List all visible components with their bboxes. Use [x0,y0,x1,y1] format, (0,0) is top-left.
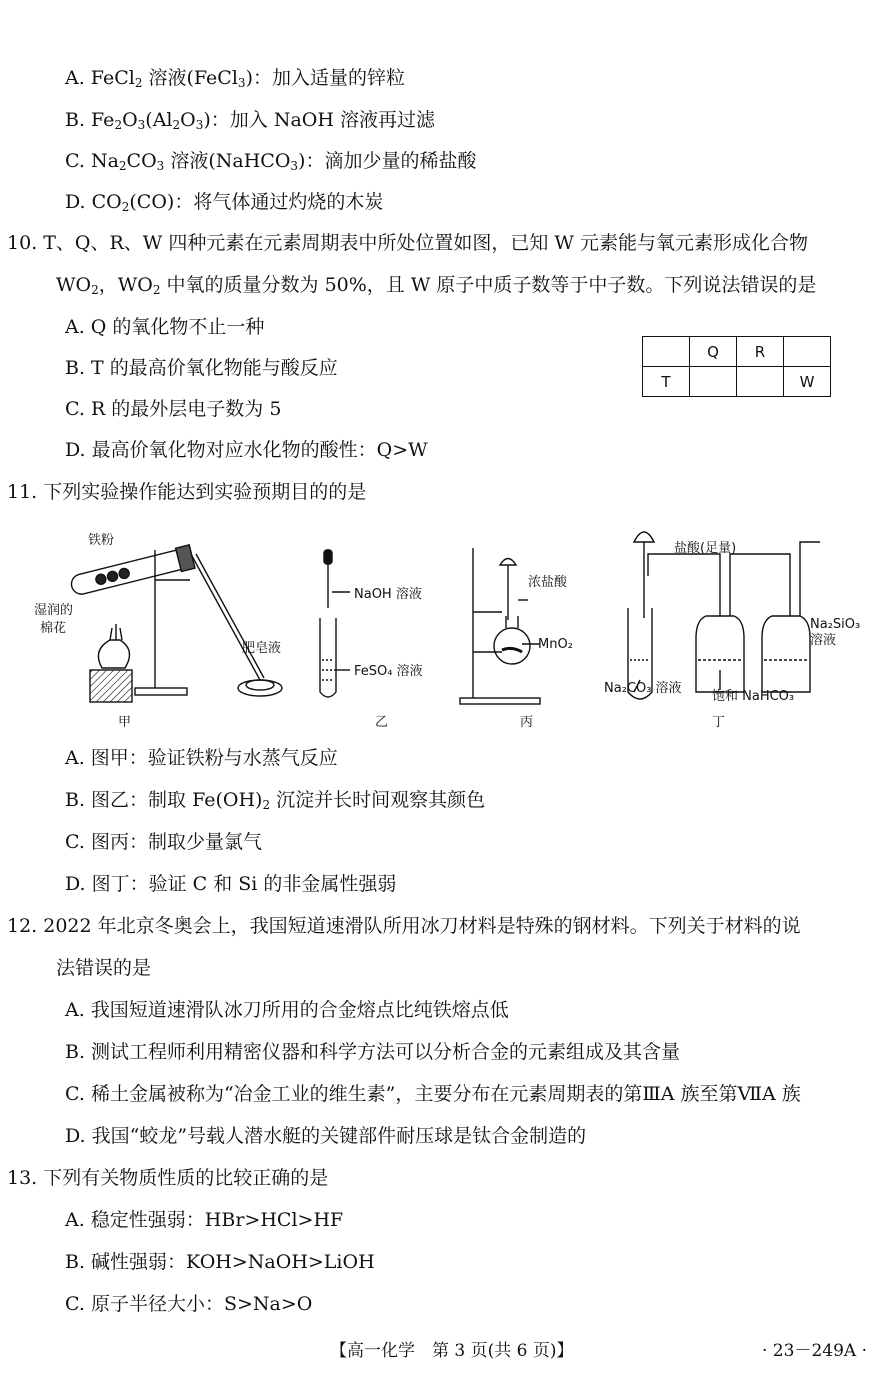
q10-text: WO [56,274,92,296]
label-mno2: MnO₂ [538,637,573,652]
q9a-text: )：加入适量的锌粒 [245,67,405,89]
q10-stem-line1: 10. T、Q、R、W 四种元素在元素周期表中所处位置如图，已知 W 元素能与氧元素形成化合物 [7,232,808,254]
q9-option-c [65,149,476,173]
q10-option-a: A. Q 的氧化物不止一种 [65,316,265,338]
q10-stem-line2 [56,273,816,297]
q9c-text: 溶液(NaHCO [164,150,291,172]
apparatus-yi [320,550,350,697]
q9b-text: O [122,109,138,131]
label-iron-powder: 铁粉 [88,533,115,548]
q12-option-b: B. 测试工程师利用精密仪器和科学方法可以分析合金的元素组成及其含量 [65,1041,681,1063]
q10-text: 中氧的质量分数为 50%，且 W 原子中质子数等于中子数。下列说法错误的是 [160,274,817,296]
q9d-sub: 2 [121,200,130,214]
q13-option-a: A. 稳定性强弱：HBr>HCl>HF [65,1209,344,1231]
label-feso4: FeSO₄ 溶液 [354,664,423,679]
q12-option-d: D. 我国“蛟龙”号载人潜水艇的关键部件耐压球是钛合金制造的 [65,1125,587,1147]
label-na2co3: Na₂CO₃ 溶液 [604,681,682,696]
caption-bing: 丙 [520,715,534,730]
q13-option-b: B. 碱性强弱：KOH>NaOH>LiOH [65,1251,375,1273]
q11-option-c: C. 图丙：制取少量氯气 [65,831,262,853]
q10-text: ，WO [98,274,153,296]
q10-option-b: B. T 的最高价氧化物能与酸反应 [65,357,338,379]
q9c-text: C. Na [65,150,119,172]
q9c-text: )：滴加少量的稀盐酸 [298,150,477,172]
table-cell [784,337,831,367]
q9b-sub: 3 [137,118,146,132]
q9c-sub: 3 [290,159,299,173]
label-wet-cotton-2: 棉花 [40,621,67,636]
q9b-sub: 2 [172,118,181,132]
label-na2sio3-2: 溶液 [810,633,837,648]
q10-sub: 2 [91,283,99,297]
q11b-text: 沉淀并长时间观察其颜色 [270,789,486,811]
q9-option-a [65,66,405,90]
q13-option-c: C. 原子半径大小：S>Na>O [65,1293,313,1315]
q9-option-d [65,190,383,214]
label-conc-hcl: 浓盐酸 [528,575,568,590]
apparatus-ding [628,532,820,699]
footer-page-info: 【高一化学 第 3 页(共 6 页)】 [330,1341,574,1361]
q10-sub: 2 [152,283,161,297]
q11-stem: 11. 下列实验操作能达到实验预期目的的是 [7,481,367,503]
label-nahco3: 饱和 NaHCO₃ [712,689,795,704]
caption-yi: 乙 [375,715,389,730]
q9c-sub: 3 [156,159,165,173]
table-cell [737,367,784,397]
q9a-sub: 2 [134,76,143,90]
q9a-sub: 3 [237,76,246,90]
experiment-apparatus-figure [30,520,870,735]
q11b-text: B. 图乙：制取 Fe(OH) [65,789,263,811]
q9c-text: CO [126,150,157,172]
caption-jia: 甲 [118,715,132,730]
q9b-text: B. Fe [65,109,115,131]
q13-stem: 13. 下列有关物质性质的比较正确的是 [7,1167,329,1189]
q12-option-c: C. 稀土金属被称为“冶金工业的维生素”，主要分布在元素周期表的第ⅢA 族至第ⅦA 族 [65,1083,801,1105]
q9b-sub: 2 [114,118,123,132]
q9b-text: (Al [145,109,173,131]
q11-option-b [65,788,485,812]
q9a-text: 溶液(FeCl [142,67,238,89]
table-cell: Q [690,337,737,367]
table-cell [690,367,737,397]
q9a-text: A. FeCl [65,67,135,89]
q9d-text: D. CO [65,191,122,213]
q9-option-b [65,108,435,132]
q9d-text: (CO)：将气体通过灼烧的木炭 [129,191,384,213]
q9b-sub: 3 [195,118,204,132]
table-cell: R [737,337,784,367]
q12-stem-line1: 12. 2022 年北京冬奥会上，我国短道速滑队所用冰刀材料是特殊的钢材料。下列关于材料的说 [7,915,801,937]
table-cell: W [784,367,831,397]
label-hcl-excess: 盐酸(足量) [674,541,737,556]
apparatus-bing [460,548,540,704]
label-naoh: NaOH 溶液 [354,587,422,602]
label-soap: 肥皂液 [242,641,282,656]
q10-option-c: C. R 的最外层电子数为 5 [65,398,282,420]
q11b-sub: 2 [262,798,271,812]
q9b-text: O [180,109,196,131]
q11-option-a: A. 图甲：验证铁粉与水蒸气反应 [65,747,338,769]
label-na2sio3-1: Na₂SiO₃ [810,617,861,632]
q10-option-d: D. 最高价氧化物对应水化物的酸性：Q>W [65,439,428,461]
periodic-table-fragment [642,336,831,397]
apparatus-jia [69,545,282,702]
q12-option-a: A. 我国短道速滑队冰刀所用的合金熔点比纯铁熔点低 [65,999,509,1021]
footer-code: · 23－249A · [762,1341,867,1361]
q9c-sub: 2 [118,159,127,173]
q11-option-d: D. 图丁：验证 C 和 Si 的非金属性强弱 [65,873,397,895]
q9b-text: )：加入 NaOH 溶液再过滤 [203,109,435,131]
caption-ding: 丁 [712,715,726,730]
table-cell: T [643,367,690,397]
q12-stem-line2: 法错误的是 [56,957,152,979]
table-cell [643,337,690,367]
label-wet-cotton-1: 湿润的 [34,603,74,618]
